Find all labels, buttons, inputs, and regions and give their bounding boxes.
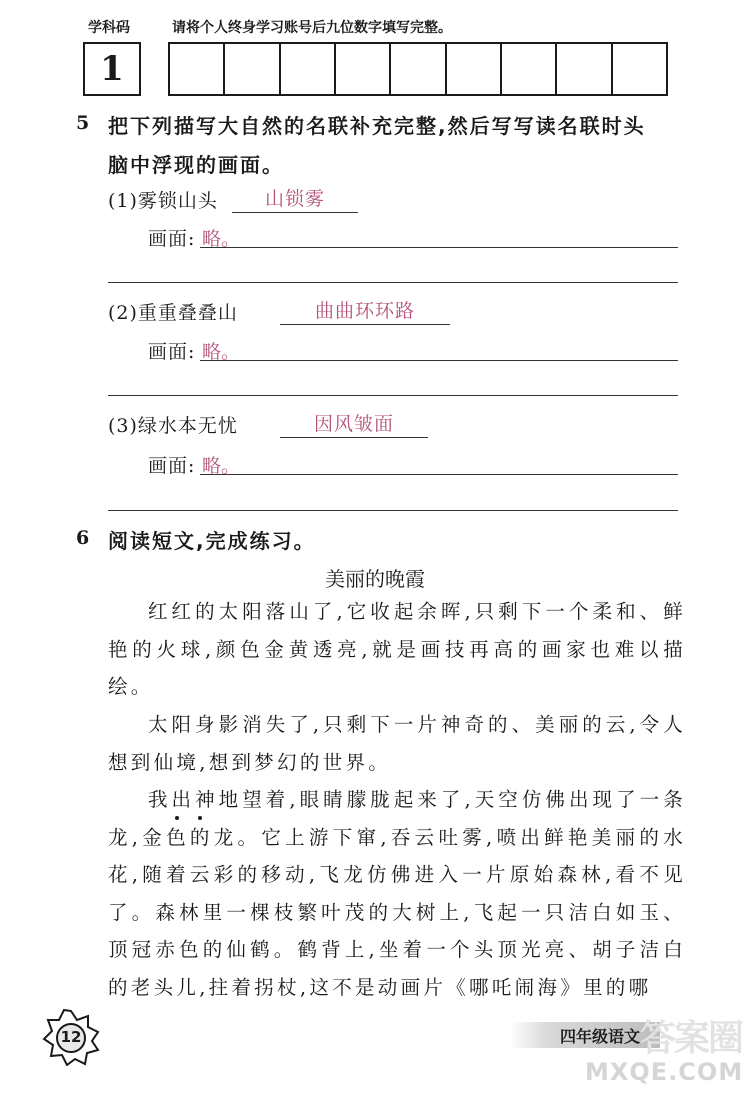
scene-1-answer[interactable]: 略。	[202, 228, 241, 250]
page-number: 12	[60, 1028, 82, 1046]
scene-2-answer[interactable]: 略。	[202, 341, 241, 363]
question-5-number: 5	[76, 112, 90, 134]
story-paragraph-3: 我出神地望着,眼睛朦胧起来了,天空仿佛出现了一条龙,金色的龙。它上游下窜,吞云吐雾,喷出鲜艳美丽的水花,随着云彩的移动,飞龙仿佛进入一片原始森林,看不见了。森林里一棵枝繁叶茂的大树上,飞起一只洁白如玉、顶冠赤色的仙鹤。鹤背上,坐着一个头顶光亮、胡子洁白的老头儿,拄着拐杖,这不是动画片《哪吒闹海》里的哪	[108, 788, 686, 999]
account-number-boxes[interactable]	[168, 42, 668, 96]
story-paragraph-2: 太阳身影消失了,只剩下一片神奇的、美丽的云,令人想到仙境,想到梦幻的世界。	[108, 713, 686, 774]
couplet-item-3-answer[interactable]: 因风皱面	[280, 411, 428, 438]
story-paragraph-1: 红红的太阳落山了,它收起余晖,只剩下一个柔和、鲜艳的火球,颜色金黄透亮,就是画技再高的画家也难以描绘。	[108, 600, 686, 698]
account-digit-cell[interactable]	[225, 44, 280, 94]
grade-label: 四年级语文	[560, 1027, 641, 1046]
account-digit-cell[interactable]	[613, 44, 666, 94]
account-digit-cell[interactable]	[557, 44, 612, 94]
couplet-item-2-label: (2)重重叠叠山	[108, 302, 238, 324]
account-digit-cell[interactable]	[336, 44, 391, 94]
subject-code-label: 学科码	[88, 20, 130, 36]
question-6-number: 6	[76, 527, 90, 549]
question-5-prompt-line2: 脑中浮现的画面。	[108, 153, 284, 177]
scene-3-line	[200, 474, 678, 475]
account-instruction: 请将个人终身学习账号后九位数字填写完整。	[172, 20, 452, 36]
emphasis-dot	[198, 816, 202, 820]
couplet-item-1-label: (1)雾锁山头	[108, 190, 218, 212]
question-5-prompt-line1: 把下列描写大自然的名联补充完整,然后写写读名联时头	[108, 114, 646, 138]
emphasis-dot	[175, 816, 179, 820]
couplet-item-1-answer[interactable]: 山锁雾	[232, 186, 358, 213]
scene-2-line-2	[108, 395, 678, 396]
scene-1-line	[200, 247, 678, 248]
scene-2-label: 画面:	[148, 341, 196, 363]
scene-1-label: 画面:	[148, 228, 196, 250]
subject-code-box: 1	[83, 42, 141, 96]
couplet-item-3-label: (3)绿水本无忧	[108, 415, 238, 437]
story-title: 美丽的晚霞	[325, 567, 425, 591]
scene-3-label: 画面:	[148, 455, 196, 477]
scene-1-line-2	[108, 282, 678, 283]
account-digit-cell[interactable]	[447, 44, 502, 94]
scene-3-line-2	[108, 510, 678, 511]
account-digit-cell[interactable]	[281, 44, 336, 94]
account-digit-cell[interactable]	[502, 44, 557, 94]
scene-2-line	[200, 360, 678, 361]
account-digit-cell[interactable]	[170, 44, 225, 94]
question-6-prompt: 阅读短文,完成练习。	[108, 529, 316, 553]
couplet-item-2-answer[interactable]: 曲曲环环路	[280, 298, 450, 325]
watermark-logo: 答案圈	[640, 1018, 743, 1059]
scene-3-answer[interactable]: 略。	[202, 455, 241, 477]
watermark-text: MXQE.COM	[585, 1058, 744, 1086]
account-digit-cell[interactable]	[391, 44, 446, 94]
